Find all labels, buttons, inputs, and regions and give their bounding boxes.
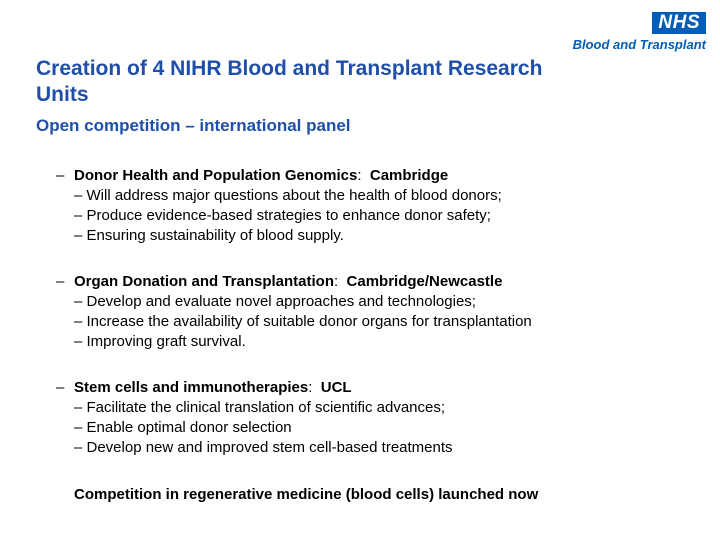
separator: :	[308, 379, 313, 396]
unit-point: – Improving graft survival.	[74, 333, 246, 350]
slide-subtitle: Open competition – international panel	[36, 116, 351, 135]
unit-heading	[56, 378, 696, 398]
unit-section	[56, 272, 696, 352]
dash-bullet: –	[56, 273, 65, 290]
separator: :	[357, 167, 362, 184]
unit-point: – Develop and evaluate novel approaches and technologies;	[74, 293, 476, 310]
unit-location: Cambridge	[369, 167, 449, 184]
unit-point: – Increase the availability of suitable donor organs for transplantation	[74, 313, 532, 330]
dash-bullet: –	[56, 167, 65, 184]
unit-section	[56, 378, 696, 458]
footer-note: Competition in regenerative medicine (blood cells) launched now	[74, 486, 539, 503]
unit-title: Donor Health and Population Genomics	[74, 167, 358, 184]
unit-section	[56, 166, 696, 246]
unit-heading	[56, 272, 696, 292]
unit-point: – Develop new and improved stem cell-based treatments	[74, 439, 453, 456]
unit-list	[56, 166, 696, 484]
nhs-logo	[556, 12, 706, 52]
unit-location: UCL	[320, 379, 352, 396]
nhs-badge: NHS	[652, 12, 706, 34]
separator: :	[334, 273, 339, 290]
unit-heading	[56, 166, 696, 186]
unit-point: – Ensuring sustainability of blood supply.	[74, 227, 344, 244]
logo-subtitle: Blood and Transplant	[572, 37, 706, 52]
unit-title: Stem cells and immunotherapies	[74, 379, 309, 396]
unit-point: – Enable optimal donor selection	[74, 419, 292, 436]
slide-title: Creation of 4 NIHR Blood and Transplant Research Units	[36, 57, 543, 106]
unit-title: Organ Donation and Transplantation	[74, 273, 335, 290]
unit-location: Cambridge/Newcastle	[346, 273, 503, 290]
unit-point: – Produce evidence-based strategies to enhance donor safety;	[74, 207, 491, 224]
unit-point: – Will address major questions about the health of blood donors;	[74, 187, 502, 204]
dash-bullet: –	[56, 379, 65, 396]
unit-point: – Facilitate the clinical translation of scientific advances;	[74, 399, 446, 416]
